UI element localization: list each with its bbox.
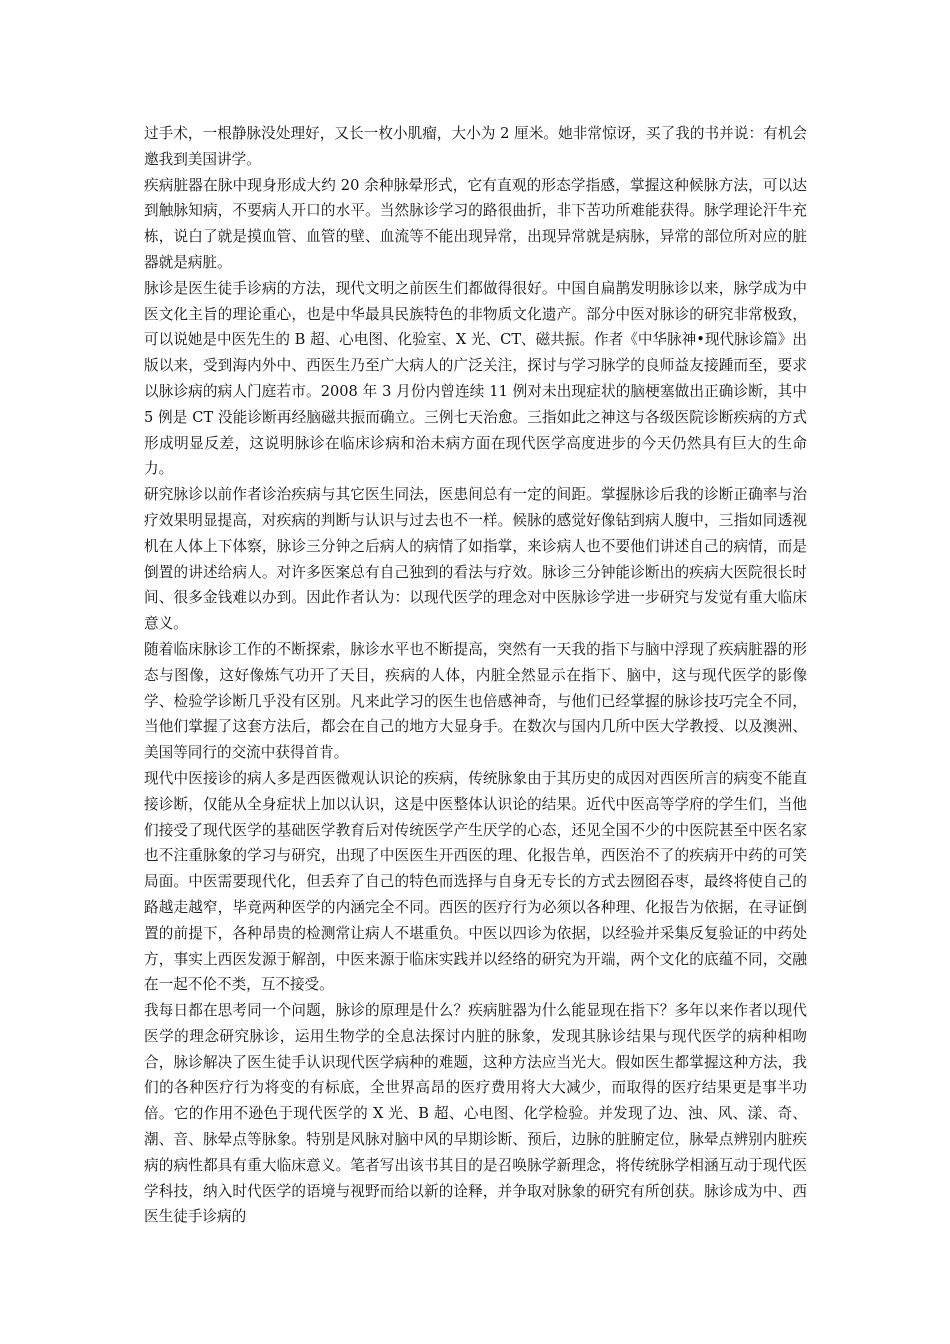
paragraph-3: 脉诊是医生徒手诊病的方法，现代文明之前医生们都做得很好。中国自扁鹊发明脉诊以来，脉学成为中医文化主旨的理论重心，也是中华最具民族特色的非物质文化遗产。部分中医对脉诊的研究非常极致，可以说她是中医先生的 B 超、心电图、化验室、X 光、CT、磁共振。作者《中华脉神•现代脉诊篇》出版以来，受到海内外中、西医生乃至广大病人的广泛关注，探讨与学习脉学的良师益友接踵而至，要求以脉诊病的病人门庭若市。2008 年 3 月份内曾连续 11 例对未出现症状的脑梗塞做出正确诊断，其中 5 例是 CT 没能诊断再经脑磁共振而确立。三例七天治愈。三指如此之神这与各级医院诊断疾病的方式形成明显反差，这说明脉诊在临床诊病和治未病方面在现代医学高度进步的今天仍然具有巨大的生命力。 <box>144 279 807 478</box>
paragraph-6: 现代中医接诊的病人多是西医微观认识论的疾病，传统脉象由于其历史的成因对西医所言的病变不能直接诊断，仅能从全身症状上加以认识，这是中医整体认识论的结果。近代中医高等学府的学生们，当他们接受了现代医学的基础医学教育后对传统医学产生厌学的心态，还见全国不少的中医院甚至中医名家也不注重脉象的学习与研究，出现了中医医生开西医的理、化报告单，西医治不了的疾病开中药的可笑局面。中医需要现代化，但丢弃了自己的特色而选择与自身无专长的方式去囫囵吞枣，最终将使自己的路越走越窄，毕竟两种医学的内涵完全不同。西医的医疗行为必须以各种理、化报告为依据，在寻证倒置的前提下，各种昂贵的检测常让病人不堪重负。中医以四诊为依据，以经验并采集反复验证的中药处方，事实上西医发源于解剖，中医来源于临床实践并以经络的研究为开端，两个文化的底蕴不同，交融在一起不伦不类，互不接受。 <box>144 769 807 994</box>
paragraph-5: 随着临床脉诊工作的不断探索，脉诊水平也不断提高，突然有一天我的指下与脑中浮现了疾病脏器的形态与图像，这好像炼气功开了天目，疾病的人体，内脏全然显示在指下、脑中，这与现代医学的影像学、检验学诊断几乎没有区别。凡来此学习的医生也倍感神奇，与他们已经掌握的脉诊技巧完全不同，当他们掌握了这套方法后，都会在自己的地方大显身手。在数次与国内几所中医大学教授、以及澳洲、美国等同行的交流中获得首肯。 <box>144 640 807 762</box>
paragraph-1: 过手术，一根静脉没处理好，又长一枚小肌瘤，大小为 2 厘米。她非常惊讶，买了我的书并说：有机会邀我到美国讲学。 <box>144 125 807 168</box>
paragraph-7: 我每日都在思考同一个问题，脉诊的原理是什么？疾病脏器为什么能显现在指下？多年以来作者以现代医学的理念研究脉诊，运用生物学的全息法探讨内脏的脉象，发现其脉诊结果与现代医学的病种相吻合，脉诊解决了医生徒手认识现代医学病种的难题，这种方法应当光大。假如医生都掌握这种方法，我们的各种医疗行为将变的有标底，全世界高昂的医疗费用将大大减少，而取得的医疗结果更是事半功倍。它的作用不逊色于现代医学的 X 光、B 超、心电图、化学检验。并发现了边、浊、风、漾、奇、潮、音、脉晕点等脉象。特别是风脉对脑中风的早期诊断、预后，边脉的脏腑定位，脉晕点辨别内脏疾病的病性都具有重大临床意义。笔者写出该书其目的是召唤脉学新理念，将传统脉学相涵互动于现代医学科技，纳入时代医学的语境与视野而给以新的诠释，并争取对脉象的研究有所创获。脉诊成为中、西医生徒手诊病的 <box>144 1002 807 1226</box>
paragraph-2: 疾病脏器在脉中现身形成大约 20 余种脉晕形式，它有直观的形态学指感，掌握这种候脉方法，可以达到触脉知病，不要病人开口的水平。当然脉诊学习的路很曲折，非下苦功所难能获得。脉学理论汗牛充栋，说白了就是摸血管、血管的壁、血流等不能出现异常，出现异常就是病脉，异常的部位所对应的脏器就是病脏。 <box>144 176 807 271</box>
document-body <box>144 121 807 1230</box>
paragraph-4: 研究脉诊以前作者诊治疾病与其它医生同法，医患间总有一定的间距。掌握脉诊后我的诊断正确率与治疗效果明显提高，对疾病的判断与认识与过去也不一样。候脉的感觉好像钻到病人腹中，三指如同透视机在人体上下体察，脉诊三分钟之后病人的病情了如指掌，来诊病人也不要他们讲述自己的病情，而是倒置的讲述给病人。对许多医案总有自己独到的看法与疗效。脉诊三分钟能诊断出的疾病大医院很长时间、很多金钱难以办到。因此作者认为：以现代医学的理念对中医脉诊学进一步研究与发觉有重大临床意义。 <box>144 486 807 633</box>
